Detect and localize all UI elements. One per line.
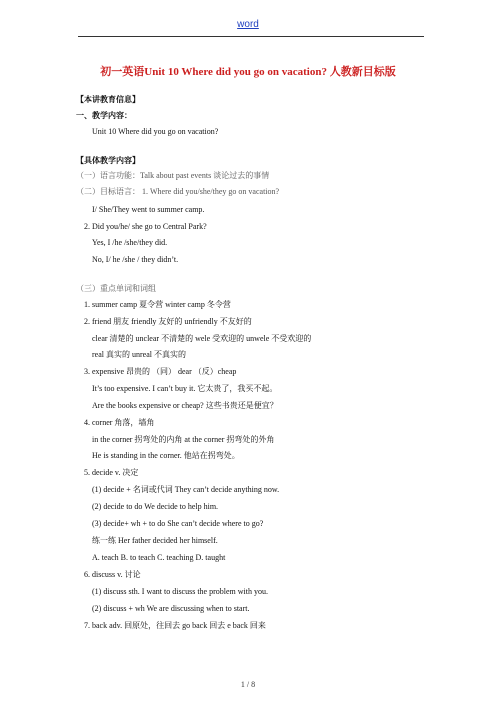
- text-line: 【具体教学内容】: [76, 156, 140, 165]
- text-line: I/ She/They went to summer camp.: [92, 205, 205, 214]
- text-line: Unit 10 Where did you go on vacation?: [92, 127, 219, 136]
- text-line: (3) decide+ wh + to do She can’t decide where to go?: [92, 519, 264, 528]
- text-line: （三）重点单词和词组: [76, 284, 156, 293]
- document-title: 初一英语Unit 10 Where did you go on vacation? 人教新目标版: [100, 66, 396, 78]
- text-line: （二）目标语言： 1. Where did you/she/they go on vacation?: [76, 187, 280, 196]
- text-line: 【本讲教育信息】: [76, 95, 140, 104]
- header-divider: [78, 36, 424, 37]
- text-line: 2. friend 朋友 friendly 友好的 unfriendly 不友好的: [84, 317, 252, 326]
- text-line: 7. back adv. 回原处，往回去 go back 回去 e back 回来: [84, 621, 266, 630]
- text-line: Yes, I /he /she/they did.: [92, 238, 168, 247]
- text-line: clear 清楚的 unclear 不清楚的 wele 受欢迎的 unwele 不受欢迎的: [92, 334, 312, 343]
- text-line: 3. expensive 昂贵的 （同） dear （反）cheap: [84, 367, 237, 376]
- text-line: 6. discuss v. 讨论: [84, 570, 141, 579]
- text-line: （一）语言功能：Talk about past events 谈论过去的事情: [76, 171, 270, 180]
- text-line: in the corner 拐弯处的内角 at the corner 拐弯处的外角: [92, 435, 275, 444]
- text-line: 练一练 Her father decided her himself.: [92, 536, 218, 545]
- text-line: 2. Did you/he/ she go to Central Park?: [84, 222, 207, 231]
- text-line: (2) decide to do We decide to help him.: [92, 502, 219, 511]
- text-line: 1. summer camp 夏令营 winter camp 冬令营: [84, 300, 231, 309]
- header-link[interactable]: word: [237, 19, 259, 30]
- page-number: 1 / 8: [240, 680, 256, 689]
- text-line: No, I/ he /she / they didn’t.: [92, 255, 179, 264]
- text-line: 一、教学内容：: [76, 111, 132, 120]
- text-line: real 真实的 unreal 不真实的: [92, 350, 186, 359]
- text-line: He is standing in the corner. 他站在拐弯处。: [92, 451, 240, 460]
- text-line: A. teach B. to teach C. teaching D. taught: [92, 553, 226, 562]
- text-line: (1) decide + 名词或代词 They can’t decide anything now.: [92, 485, 280, 494]
- text-line: 5. decide v. 决定: [84, 468, 139, 477]
- text-line: 4. corner 角落，墙角: [84, 418, 155, 427]
- text-line: (2) discuss + wh We are discussing when to start.: [92, 604, 250, 613]
- text-line: It’s too expensive. I can’t buy it. 它太贵了，我买不起。: [92, 384, 278, 393]
- text-line: (1) discuss sth. I want to discuss the problem with you.: [92, 587, 268, 596]
- text-line: Are the books expensive or cheap? 这些书贵还是便宜？: [92, 401, 278, 410]
